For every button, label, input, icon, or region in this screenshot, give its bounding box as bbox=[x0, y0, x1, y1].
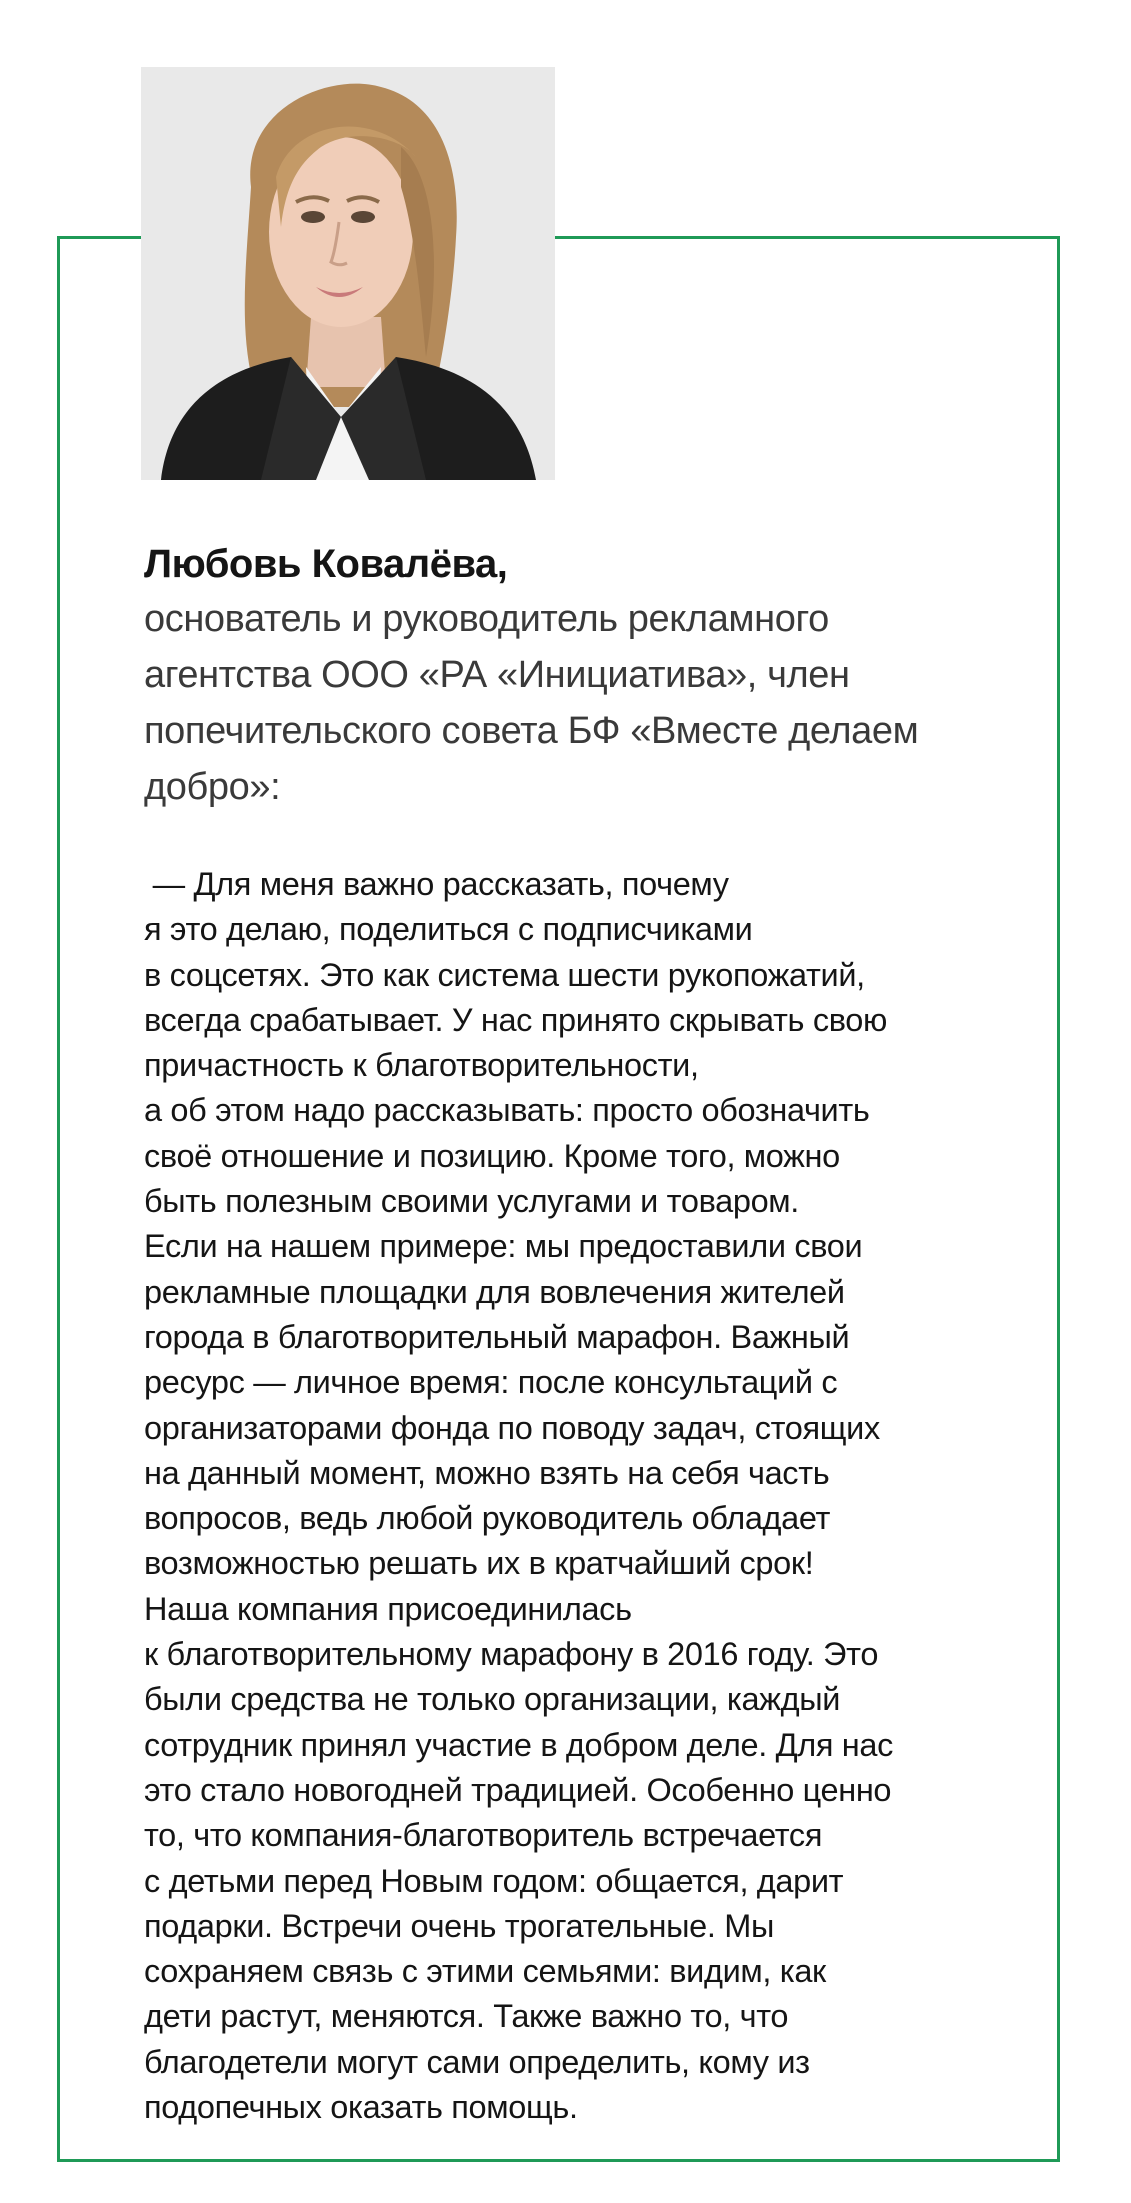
quote-text bbox=[144, 862, 1024, 2130]
quote-line: организаторами фонда по поводу задач, стоящих bbox=[144, 1409, 880, 1446]
quote-line: быть полезным своими услугами и товаром. bbox=[144, 1183, 799, 1220]
quote-line: я это делаю, поделиться с подписчиками bbox=[144, 911, 753, 948]
quote-line: своё отношение и позицию. Кроме того, можно bbox=[144, 1137, 840, 1174]
quote-line: ресурс — личное время: после консультаций с bbox=[144, 1364, 838, 1401]
quote-line: Если на нашем примере: мы предоставили свои bbox=[144, 1228, 863, 1265]
role-line: добро»: bbox=[144, 766, 281, 808]
quote-line: а об этом надо рассказывать: просто обозначить bbox=[144, 1092, 870, 1129]
quote-line: подарки. Встречи очень трогательные. Мы bbox=[144, 1907, 774, 1944]
quote-line: всегда срабатывает. У нас принято скрывать свою bbox=[144, 1001, 888, 1038]
quote-line: на данный момент, можно взять на себя часть bbox=[144, 1454, 830, 1491]
quote-line: дети растут, меняются. Также важно то, что bbox=[144, 1998, 789, 2035]
quote-line: с детьми перед Новым годом: общается, дарит bbox=[144, 1862, 844, 1899]
quote-line: рекламные площадки для вовлечения жителей bbox=[144, 1273, 845, 1310]
role-line: основатель и руководитель рекламного bbox=[144, 598, 829, 640]
quote-line: сохраняем связь с этими семьями: видим, как bbox=[144, 1953, 826, 1990]
quote-line: — Для меня важно рассказать, почему bbox=[144, 866, 729, 902]
role-line: агентства ООО «РА «Инициатива», член bbox=[144, 654, 850, 696]
quote-line: возможностью решать их в кратчайший срок! bbox=[144, 1545, 814, 1582]
person-name: Любовь Ковалёва, bbox=[144, 542, 508, 586]
person-role bbox=[144, 591, 1004, 815]
quote-line: вопросов, ведь любой руководитель обладает bbox=[144, 1500, 831, 1537]
quote-line: сотрудник принял участие в добром деле. Для нас bbox=[144, 1726, 894, 1763]
quote-line: то, что компания-благотворитель встречается bbox=[144, 1817, 823, 1854]
quote-line: подопечных оказать помощь. bbox=[144, 2089, 578, 2126]
quote-line: в соцсетях. Это как система шести рукопожатий, bbox=[144, 956, 865, 993]
quote-line: были средства не только организации, каждый bbox=[144, 1681, 841, 1718]
portrait-photo bbox=[141, 67, 555, 480]
person-intro bbox=[144, 537, 1004, 815]
quote-line: Наша компания присоединилась bbox=[144, 1590, 632, 1627]
quote-line: причастность к благотворительности, bbox=[144, 1047, 699, 1084]
role-line: попечительского совета БФ «Вместе делаем bbox=[144, 710, 919, 752]
quote-line: к благотворительному марафону в 2016 году. Это bbox=[144, 1636, 879, 1673]
quote-line: это стало новогодней традицией. Особенно ценно bbox=[144, 1771, 892, 1808]
quote-line: города в благотворительный марафон. Важный bbox=[144, 1318, 850, 1355]
quote-line: благодетели могут сами определить, кому из bbox=[144, 2043, 810, 2080]
